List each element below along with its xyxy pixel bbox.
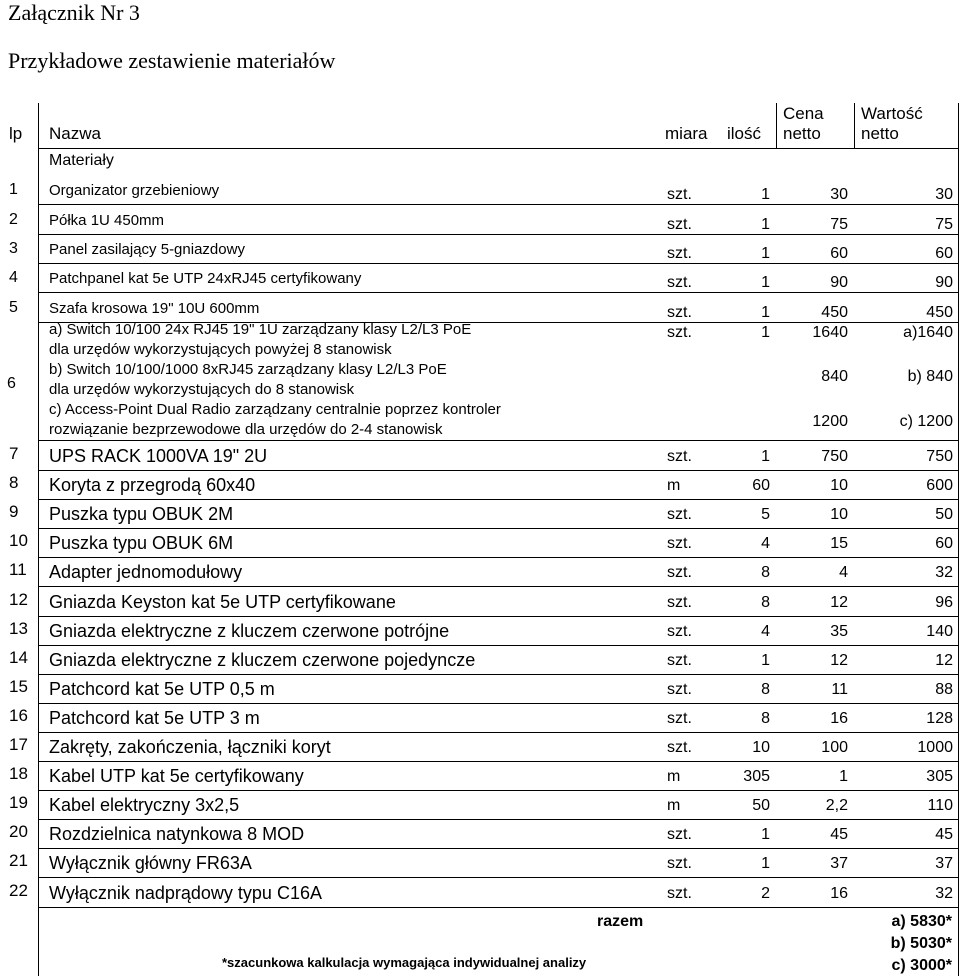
row-divider — [38, 732, 959, 733]
row-unit: szt. — [667, 216, 692, 233]
row-lp: 2 — [9, 211, 18, 228]
row-value: 140 — [926, 622, 953, 640]
total-c: c) 3000* — [891, 957, 952, 974]
row-lp: 10 — [9, 531, 28, 551]
column-divider-value — [854, 103, 855, 149]
row-unit: szt. — [667, 709, 692, 727]
header-nazwa: Nazwa — [49, 124, 101, 143]
section-label: Materiały — [49, 152, 114, 169]
header-wartosc-2: netto — [861, 124, 899, 143]
header-wartosc-1: Wartość — [861, 104, 923, 123]
row-price: 2,2 — [825, 797, 848, 815]
row-value: 60 — [935, 535, 953, 553]
row-unit: szt. — [667, 186, 692, 203]
row-qty: 8 — [761, 680, 770, 698]
row-value: 96 — [935, 593, 953, 611]
row-price: 12 — [830, 593, 848, 611]
row-price: 16 — [830, 884, 848, 902]
total-a: a) 5830* — [891, 913, 952, 930]
row-lp: 4 — [9, 269, 18, 286]
row-qty: 1 — [761, 274, 770, 291]
row-divider — [38, 703, 959, 704]
row-value-b: b) 840 — [907, 368, 953, 385]
row-divider — [38, 907, 959, 908]
row-unit: szt. — [667, 304, 692, 321]
row-price: 10 — [830, 477, 848, 495]
row-divider — [38, 819, 959, 820]
row-price: 37 — [830, 855, 848, 873]
row-qty: 2 — [761, 884, 770, 902]
row-lp: 21 — [9, 851, 28, 871]
header-ilosc: ilość — [727, 124, 762, 143]
row-name: Szafa krosowa 19" 10U 600mm — [49, 300, 260, 317]
row-value: 12 — [935, 651, 953, 669]
total-b: b) 5030* — [890, 935, 952, 952]
row-unit: szt. — [667, 324, 692, 341]
row-lp: 19 — [9, 793, 28, 813]
row-value: 110 — [927, 797, 953, 815]
row-name: Wyłącznik nadprądowy typu C16A — [49, 882, 322, 903]
row-price: 35 — [830, 622, 848, 640]
row-lp: 6 — [7, 375, 16, 392]
row-qty: 4 — [761, 535, 770, 553]
row-lp: 3 — [9, 240, 18, 257]
row-lp: 13 — [9, 618, 28, 638]
row-price: 16 — [830, 709, 848, 727]
row-price: 12 — [830, 651, 848, 669]
row-value: 75 — [935, 216, 953, 233]
row-qty: 10 — [752, 739, 770, 756]
row-unit: szt. — [667, 739, 692, 756]
row-name: Koryta z przegrodą 60x40 — [49, 475, 256, 496]
row-unit: m — [667, 477, 681, 495]
row-lp: 1 — [9, 181, 18, 198]
row-unit: m — [667, 768, 681, 786]
row6-line-3: b) Switch 10/100/1000 8xRJ45 zarządzany klasy L2/L3 PoE — [49, 361, 447, 378]
row-price: 1 — [839, 768, 848, 786]
row-divider — [38, 877, 959, 878]
row-divider — [38, 292, 959, 293]
row-price: 100 — [821, 739, 848, 756]
row-unit: szt. — [667, 535, 692, 553]
row-lp: 18 — [9, 764, 28, 784]
row-qty: 50 — [752, 797, 770, 815]
row-value-a: a)1640 — [903, 324, 953, 341]
row-unit: szt. — [667, 506, 692, 524]
row-unit: szt. — [667, 622, 692, 640]
row-qty: 1 — [761, 304, 770, 321]
row-name: Adapter jednomodułowy — [49, 562, 243, 583]
row-value: 1000 — [917, 739, 953, 756]
row6-line-4: dla urzędów wykorzystujących do 8 stanowisk — [49, 381, 355, 398]
column-divider-price — [776, 103, 777, 149]
row-lp: 16 — [9, 705, 28, 725]
header-cena-1: Cena — [783, 104, 824, 123]
row-qty: 8 — [761, 593, 770, 611]
row-qty: 1 — [761, 855, 770, 873]
row-lp: 17 — [9, 735, 28, 754]
row-lp: 22 — [9, 880, 28, 900]
row-qty: 1 — [761, 651, 770, 669]
row-unit: szt. — [667, 651, 692, 669]
header-lp: lp — [9, 124, 23, 143]
row-lp: 11 — [9, 560, 27, 580]
row-price: 90 — [830, 274, 848, 291]
row-value: 37 — [935, 855, 953, 873]
row-unit: szt. — [667, 245, 692, 262]
row-qty: 1 — [761, 448, 770, 465]
row-value: 305 — [926, 768, 953, 786]
row-unit: szt. — [667, 680, 692, 698]
row-name: Kabel UTP kat 5e certyfikowany — [49, 766, 304, 787]
row-unit: szt. — [667, 448, 692, 465]
row-qty: 1 — [761, 216, 770, 233]
row-price: 30 — [830, 186, 848, 203]
row-unit: m — [667, 797, 681, 815]
row-value: 45 — [935, 826, 953, 844]
row-unit: szt. — [667, 826, 692, 844]
razem-label: razem — [597, 913, 644, 930]
row-qty: 1 — [761, 245, 770, 262]
row-name: Wyłącznik główny FR63A — [49, 853, 252, 874]
row-name: Półka 1U 450mm — [49, 212, 165, 229]
row-lp: 14 — [9, 647, 28, 667]
row-name: Organizator grzebieniowy — [49, 182, 220, 199]
row-qty: 1 — [761, 826, 770, 844]
row-value: 750 — [926, 448, 953, 465]
row-value: 90 — [935, 274, 953, 291]
row-name: Gniazda elektryczne z kluczem czerwone potrójne — [49, 620, 450, 641]
page-subtitle: Przykładowe zestawienie materiałów — [8, 48, 336, 73]
row-divider — [38, 616, 959, 617]
row-lp: 5 — [9, 299, 18, 316]
row-price: 15 — [830, 535, 848, 553]
row-value: 450 — [926, 304, 953, 321]
row-divider — [38, 557, 959, 558]
row-lp: 8 — [9, 473, 19, 493]
row-divider — [38, 499, 959, 500]
row-unit: szt. — [667, 855, 692, 873]
row-lp: 9 — [9, 502, 19, 522]
row-price: 45 — [830, 826, 848, 844]
row-name: Gniazda Keyston kat 5e UTP certyfikowane — [49, 591, 396, 612]
header-miara: miara — [665, 124, 708, 143]
row6-line-5: c) Access-Point Dual Radio zarządzany centralnie poprzez kontroler — [49, 401, 501, 418]
row6-divider — [38, 440, 959, 441]
row-divider — [38, 263, 959, 264]
row-name: Zakręty, zakończenia, łączniki koryt — [49, 737, 331, 757]
row-value-c: c) 1200 — [899, 413, 953, 430]
row-value: 88 — [935, 680, 953, 698]
row-qty: 4 — [761, 622, 770, 640]
row6-line-6: rozwiązanie bezprzewodowe dla urzędów do 2-4 stanowisk — [49, 421, 443, 438]
row-price: 450 — [821, 304, 848, 321]
header-cena-2: netto — [783, 124, 821, 143]
row-name: Patchcord kat 5e UTP 0,5 m — [49, 678, 275, 699]
row-price: 10 — [830, 506, 848, 524]
row-lp: 12 — [9, 589, 28, 609]
row-price: 750 — [821, 448, 848, 465]
row-name: Puszka typu OBUK 2M — [49, 504, 234, 525]
row-qty: 8 — [761, 564, 770, 582]
row-qty: 5 — [761, 506, 770, 524]
row-lp: 20 — [9, 822, 28, 842]
row-name: Rozdzielnica natynkowa 8 MOD — [49, 824, 305, 845]
row-value: 30 — [935, 186, 953, 203]
page-title: Załącznik Nr 3 — [8, 0, 140, 25]
row-name: Patchpanel kat 5e UTP 24xRJ45 certyfikowany — [49, 270, 362, 287]
row-qty: 1 — [761, 324, 770, 341]
row-unit: szt. — [667, 274, 692, 291]
row-divider — [38, 204, 959, 205]
row-value: 60 — [935, 245, 953, 262]
row-qty: 8 — [761, 709, 770, 727]
row-value: 50 — [935, 506, 953, 524]
row-name: Puszka typu OBUK 6M — [49, 533, 234, 554]
row-name: Panel zasilający 5-gniazdowy — [49, 241, 245, 258]
row-divider — [38, 528, 959, 529]
row-divider — [38, 470, 959, 471]
row-lp: 15 — [9, 676, 28, 696]
row-divider — [38, 234, 959, 235]
row-divider — [38, 586, 959, 587]
row-value: 32 — [935, 564, 953, 582]
row6-line-2: dla urzędów wykorzystujących powyżej 8 stanowisk — [49, 341, 392, 358]
row-price: 75 — [830, 216, 848, 233]
row-value: 600 — [926, 477, 953, 495]
row-divider — [38, 761, 959, 762]
row-lp: 7 — [9, 444, 19, 463]
row-price-b: 840 — [821, 368, 848, 385]
row-divider — [38, 790, 959, 791]
row-price-c: 1200 — [812, 413, 848, 430]
row-name: UPS RACK 1000VA 19" 2U — [49, 446, 268, 466]
row-name: Gniazda elektryczne z kluczem czerwone pojedyncze — [49, 649, 476, 670]
row-price: 60 — [830, 245, 848, 262]
row-divider — [38, 848, 959, 849]
row-divider — [38, 645, 959, 646]
row-qty: 1 — [761, 186, 770, 203]
row-value: 32 — [935, 884, 953, 902]
row-name: Patchcord kat 5e UTP 3 m — [49, 707, 260, 728]
row-divider — [38, 674, 959, 675]
row-qty: 60 — [752, 477, 770, 495]
estimate-note: *szacunkowa kalkulacja wymagająca indywidualnej analizy — [222, 955, 587, 970]
row6-line-1: a) Switch 10/100 24x RJ45 19" 1U zarządzany klasy L2/L3 PoE — [49, 321, 472, 338]
row-price: 11 — [831, 680, 848, 698]
row-qty: 305 — [743, 768, 770, 786]
row-name: Kabel elektryczny 3x2,5 — [49, 795, 240, 816]
row-unit: szt. — [667, 593, 692, 611]
row-unit: szt. — [667, 564, 692, 582]
row-price: 4 — [839, 564, 848, 582]
row-unit: szt. — [667, 884, 692, 902]
row-value: 128 — [926, 709, 953, 727]
row-price-a: 1640 — [812, 324, 848, 341]
header-underline — [38, 148, 959, 149]
